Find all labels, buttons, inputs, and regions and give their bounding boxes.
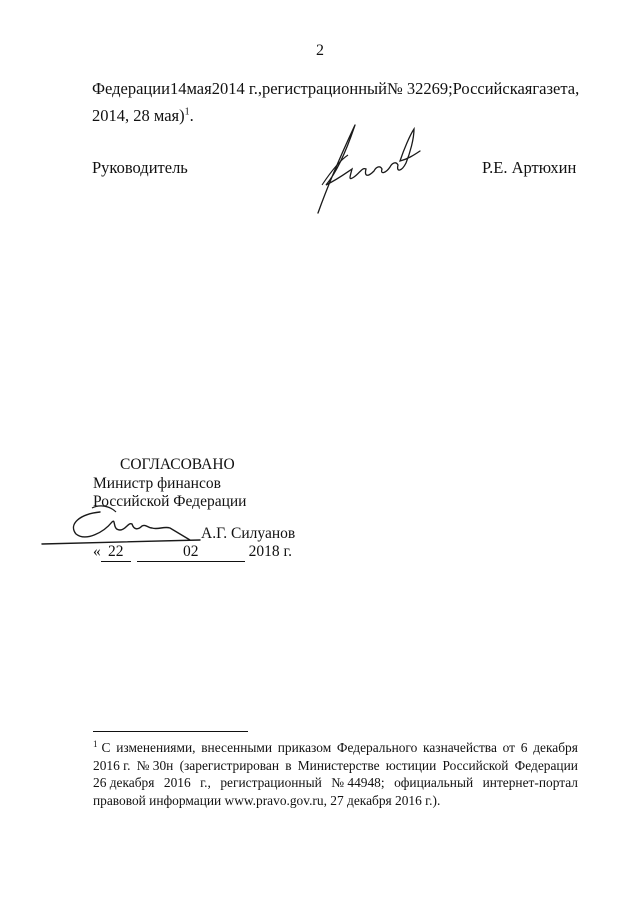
footnote-line-3-word: 2016 [163, 775, 191, 790]
date-year: 2018 г. [248, 543, 292, 560]
footnote-line-1-word: Федерального [336, 740, 418, 755]
body-line-1-word: регистрационный [261, 79, 387, 98]
footnote-line-1-word: приказом [277, 740, 332, 755]
footnote-line-1-word: $^1$ С [93, 738, 111, 755]
body-line-1-word: Федерации [92, 79, 170, 98]
footnote-line-2-word: юстиции [385, 757, 437, 773]
body-line-1-word: мая [186, 79, 212, 98]
footnote [93, 739, 578, 809]
page-number: 2 [316, 42, 324, 59]
footnote-reference: 1 [184, 106, 190, 118]
date-day: 22 [101, 543, 131, 562]
signatory-name: Р.Е. Артюхин [482, 158, 577, 177]
footnote-line-4-text: правовой информации www.pravo.gov.ru, 27 декабря 2016 г.). [93, 792, 441, 808]
body-line-1-word: 14 [169, 79, 187, 98]
body-text-line-1 [92, 79, 578, 99]
body-line-1-word: 2014 г., [211, 79, 262, 98]
approval-organization: Российской Федерации [93, 493, 247, 510]
footnote-separator [93, 731, 248, 732]
footnote-line-3-word: 26 декабря [93, 775, 155, 790]
footnote-line-2-word: (зарегистрирован [179, 757, 280, 773]
footnote-line-2-word: 2016 г. [93, 757, 131, 773]
footnote-line-1-word: казначейства [423, 740, 497, 755]
approval-date [93, 543, 292, 562]
body-line-1-word: № 32269; [386, 79, 453, 98]
footnote-line-1-word: изменениями, [116, 740, 196, 755]
date-month: 02 [137, 543, 245, 562]
footnote-line-3-word: официальный [394, 775, 474, 790]
body-line-1-word: газета, [532, 79, 580, 98]
handwritten-signature [300, 115, 425, 223]
footnote-mark: 1 [93, 738, 98, 749]
footnote-line-3-word: г., [200, 775, 211, 790]
footnote-line-1 [93, 739, 578, 757]
footnote-line-2-word: № 30н [136, 757, 174, 773]
footnote-line-4 [93, 792, 578, 810]
footnote-line-3 [93, 774, 578, 792]
footnote-line-3-word: интернет-портал [482, 775, 578, 790]
footnote-line-2-word: Российской [442, 757, 509, 773]
footnote-line-2 [93, 757, 578, 775]
footnote-line-2-word: Федерации [514, 757, 578, 773]
footnote-line-2-word: в [285, 757, 292, 773]
body-line-1-word: Российская [452, 79, 533, 98]
body-text-line-2: 2014, 28 мая)$^1$. [92, 106, 194, 125]
footnote-line-3-word: регистрационный [220, 775, 322, 790]
body-text-line-2-text: 2014, 28 мая) [92, 106, 185, 125]
footnote-line-1-word: декабря [533, 740, 578, 755]
footnote-line-2-word: Министерстве [297, 757, 380, 773]
approval-signatory-name: А.Г. Силуанов [201, 525, 296, 542]
footnote-line-1-word: внесенными [201, 740, 273, 755]
footnote-line-1-word: от [502, 740, 516, 755]
signatory-role: Руководитель [92, 158, 188, 177]
approval-title: СОГЛАСОВАНО [120, 456, 235, 473]
date-open-quote: « [93, 543, 101, 560]
footnote-line-3-word: № 44948; [331, 775, 385, 790]
footnote-line-1-word: 6 [520, 740, 528, 755]
approval-position: Министр финансов [93, 475, 221, 492]
